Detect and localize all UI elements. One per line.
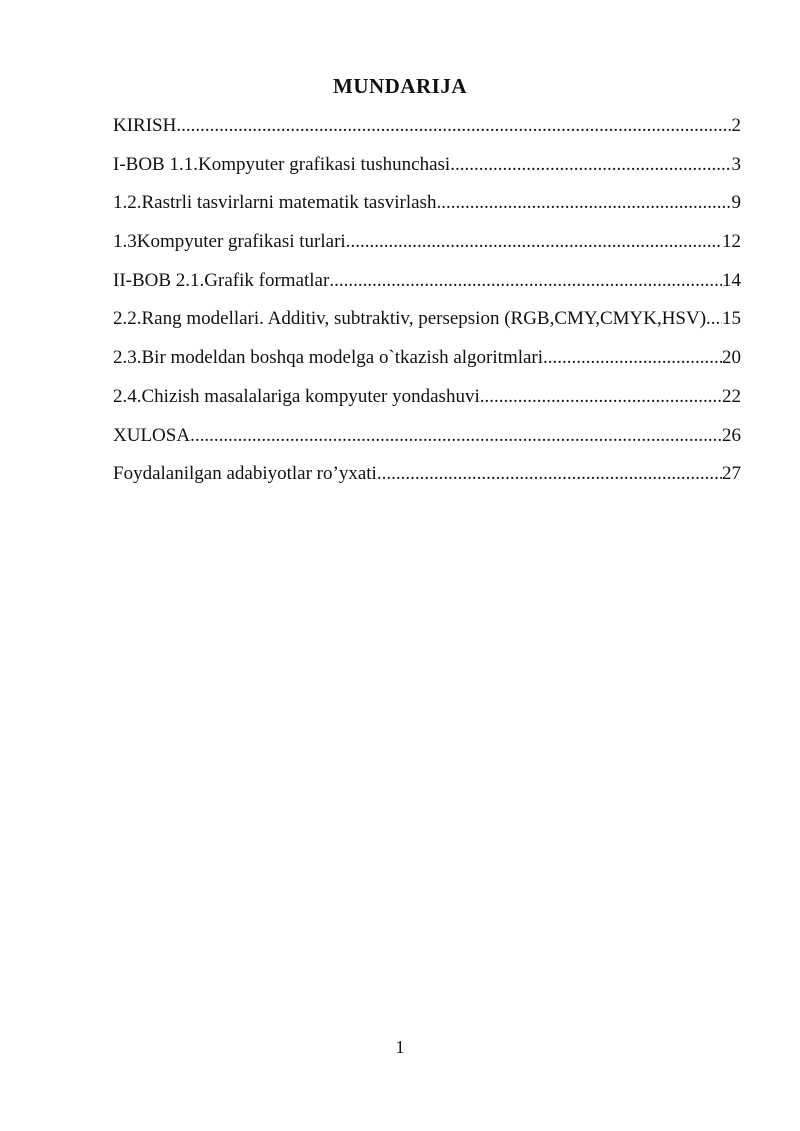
dot-leader xyxy=(543,339,722,378)
page-title: MUNDARIJA xyxy=(333,74,467,98)
toc-entry-2-4 xyxy=(113,378,741,417)
dot-leader xyxy=(706,300,722,339)
toc-entry-page: 26 xyxy=(722,424,741,446)
toc-entry-kirish xyxy=(113,107,741,146)
toc-entry-1-2 xyxy=(113,184,741,223)
toc-entry-label: 2.2.Rang modellari. Additiv, subtraktiv, persepsion (RGB,CMY,CMYK,HSV) xyxy=(113,308,707,330)
dot-leader xyxy=(329,262,722,301)
dot-leader xyxy=(346,223,722,262)
dot-leader xyxy=(436,184,731,223)
toc-entry-2-2 xyxy=(113,300,741,339)
toc-entry-label: XULOSA xyxy=(113,424,191,446)
footer-page-number: 1 xyxy=(395,1037,405,1057)
table-of-contents xyxy=(113,107,741,494)
dot-leader xyxy=(377,455,722,494)
dot-leader xyxy=(176,107,731,146)
toc-entry-page: 14 xyxy=(722,269,741,291)
dot-leader xyxy=(190,417,722,456)
toc-entry-page: 22 xyxy=(722,385,741,407)
toc-entry-label: KIRISH xyxy=(113,115,177,136)
dot-leader xyxy=(450,146,731,185)
toc-entry-page: 2 xyxy=(731,115,741,136)
toc-entry-page: 15 xyxy=(722,308,741,330)
toc-entry-label: Foydalanilgan adabiyotlar ro’yxati xyxy=(113,463,377,485)
toc-entry-page: 12 xyxy=(722,231,741,253)
toc-entry-label: 1.3Kompyuter grafikasi turlari xyxy=(113,231,346,253)
toc-entry-label: II-BOB 2.1.Grafik formatlar xyxy=(113,269,330,291)
dot-leader xyxy=(480,378,722,417)
toc-entry-1-3 xyxy=(113,223,741,262)
toc-entry-page: 27 xyxy=(722,463,741,485)
toc-entry-page: 3 xyxy=(731,153,741,175)
toc-entry-2-3 xyxy=(113,339,741,378)
toc-entry-2-1 xyxy=(113,262,741,301)
toc-entry-1-1 xyxy=(113,146,741,185)
toc-entry-label: I-BOB 1.1.Kompyuter grafikasi tushunchasi xyxy=(113,153,451,175)
toc-entry-page: 9 xyxy=(731,192,741,214)
toc-entry-page: 20 xyxy=(722,347,741,369)
toc-entry-label: 2.4.Chizish masalalariga kompyuter yondashuvi xyxy=(113,385,480,407)
toc-entry-label: 2.3.Bir modeldan boshqa modelga o`tkazish algoritmlari xyxy=(113,347,544,369)
toc-entry-label: 1.2.Rastrli tasvirlarni matematik tasvirlash xyxy=(113,192,437,214)
toc-entry-xulosa xyxy=(113,417,741,456)
toc-entry-adabiyotlar xyxy=(113,455,741,494)
